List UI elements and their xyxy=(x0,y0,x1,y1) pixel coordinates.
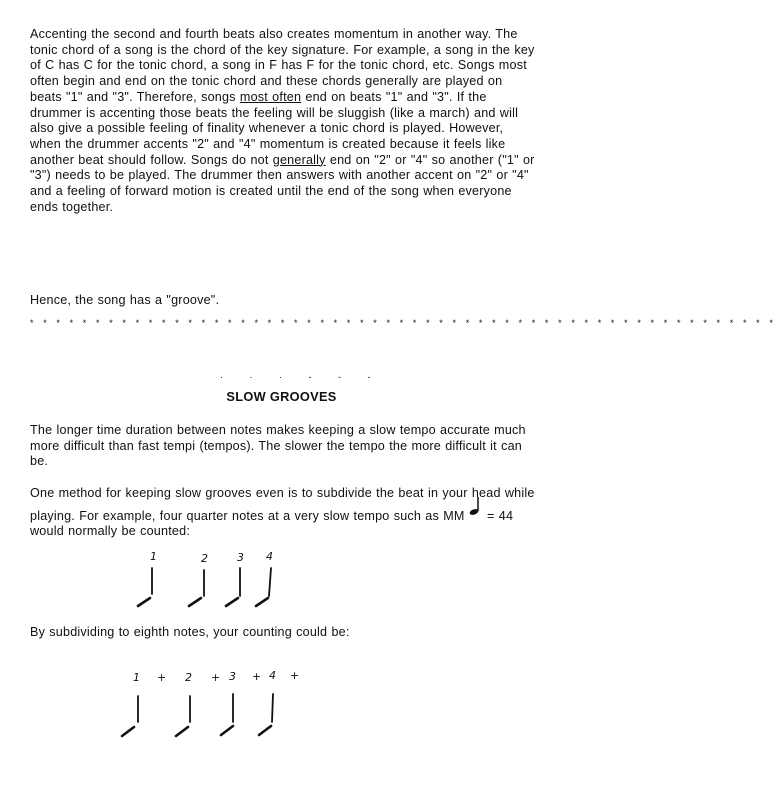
quarter-notes-example xyxy=(0,548,563,618)
paragraph-subdivide xyxy=(30,486,535,540)
count-label: 3 xyxy=(237,551,244,564)
paragraph-slow-tempo: The longer time duration between notes makes keeping a slow tempo accurate much more difficult than fast tempi (tempos). The slower the tempo the more difficult it can be. xyxy=(30,423,526,469)
count-label: 1 xyxy=(150,550,157,563)
text-run: = 44 would normally be counted: xyxy=(30,508,514,539)
quarter-note-icon xyxy=(469,502,483,516)
asterisk-separator: * * * * * * * * * * * * * * * * * * * * * * * * * * * * * * * * * * * * * * * * * * * * * * * * * * * * * * * * * xyxy=(30,318,776,328)
count-label: 1 xyxy=(133,671,140,684)
count-label: + xyxy=(157,671,167,684)
decorative-dots: · · · - - - xyxy=(220,372,383,382)
count-label: 2 xyxy=(185,671,192,684)
paragraph-groove: Hence, the song has a "groove". xyxy=(30,293,220,307)
count-label: 2 xyxy=(201,552,208,565)
underlined-text: most often xyxy=(239,89,302,104)
text-run: end on "2" or "4" so another ("1" or "3") needs to be played. The drummer then answers with another accent on "2" or "4" and a feeling of forward motion is created until the end of the song when everyone ends together. xyxy=(30,152,535,214)
underlined-text: generally xyxy=(272,152,326,167)
section-heading: SLOW GROOVES xyxy=(226,389,337,404)
count-label: 4 xyxy=(269,669,276,682)
paragraph-tonic-chord xyxy=(30,27,535,215)
count-label: 4 xyxy=(266,550,273,563)
count-label: + xyxy=(252,670,262,683)
text-run: One method for keeping slow grooves even is to subdivide the beat in your head while playing. For example, four quarter notes at a very slow tempo such as MM xyxy=(30,486,535,523)
text-run: end on beats "1" and "3". If the drummer is accenting those beats the feeling will be sluggish (like a march) and will also give a possible feeling of finality whenever a tonic chord is played. However, when the drummer accents "2" and "4" momentum is created because it feels like another beat should follow. Songs do not xyxy=(30,89,519,167)
count-label: + xyxy=(211,671,221,684)
count-label: 3 xyxy=(229,670,236,683)
paragraph-eighth-notes: By subdividing to eighth notes, your counting could be: xyxy=(30,625,350,639)
eighth-count-example xyxy=(0,664,563,744)
text-run: Accenting the second and fourth beats also creates momentum in another way. The tonic chord of a song is the chord of the key signature. For example, a song in the key of C has C for the tonic chord, a song in F has F for the tonic chord, etc. Songs most often begin and end on the tonic chord and these chords generally are played on beats "1" and "3". Therefore, songs xyxy=(30,27,535,104)
count-label: + xyxy=(290,669,300,682)
